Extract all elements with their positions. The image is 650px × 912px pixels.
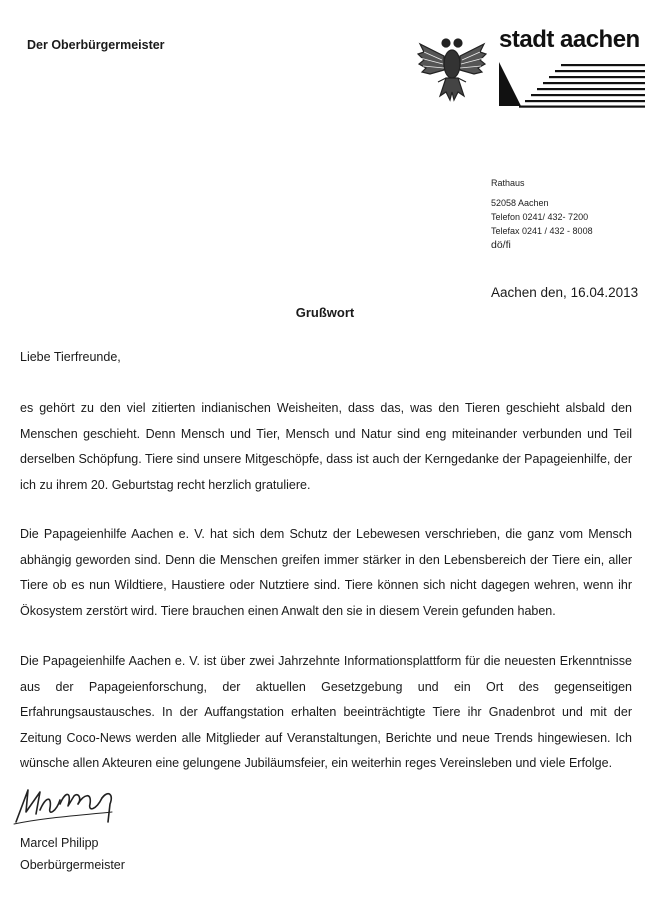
- address-postal: 52058 Aachen: [491, 198, 549, 208]
- address-building: Rathaus: [491, 178, 525, 188]
- signatory-role: Oberbürgermeister: [20, 858, 125, 872]
- handwritten-signature: [12, 782, 122, 828]
- city-logo-wordmark: stadt aachen: [499, 26, 640, 53]
- sender-heading: Der Oberbürgermeister: [27, 38, 165, 52]
- letter-greeting: Liebe Tierfreunde,: [20, 350, 121, 364]
- city-eagle-emblem-icon: [416, 34, 488, 104]
- body-paragraph: Die Papageienhilfe Aachen e. V. hat sich dem Schutz der Lebewesen verschrieben, die ganz vom Mensch abhängig geworden sind. Denn die Menschen greifen immer stärker in den Lebensbereich der Tiere ein, aller Tiere ob es nun Wildtiere, Haustiere oder Nutztiere sind. Tiere können sich nicht dagegen wehren, wenn ihr Ökosystem zerstört wird. Tiere brauchen einen Anwalt den sie in diesem Verein gefunden haben.: [20, 527, 632, 618]
- address-fax: Telefax 0241 / 432 - 8008: [491, 226, 593, 236]
- address-reference: dö/fi: [491, 239, 511, 251]
- address-phone: Telefon 0241/ 432- 7200: [491, 212, 589, 222]
- letter-date: Aachen den, 16.04.2013: [491, 285, 639, 300]
- signatory-name: Marcel Philipp: [20, 836, 99, 850]
- body-paragraph: Die Papageienhilfe Aachen e. V. ist über zwei Jahrzehnte Informationsplattform für die neuesten Erkenntnisse aus der Papageienforschung, der aktuellen Gesetzgebung und ein Ort des gegenseitigen Erfahrungsaustausches. In der Auffangstation erhalten beeinträchtigte Tiere ihr Gnadenbrot und mit der Zeitung Coco-News werden alle Mitglieder auf Veranstaltungen, Berichte und neue Trends hingewiesen. Ich wünsche allen Akteuren eine gelungene Jubiläumsfeier, ein weiterhin reges Vereinsleben und viele Erfolge.: [20, 654, 632, 770]
- body-paragraph: es gehört zu den viel zitierten indianischen Weisheiten, dass das, was den Tieren geschieht alsbald den Menschen geschieht. Denn Mensch und Tier, Mensch und Natur sind eng miteinander verbunden und Teil derselben Schöpfung. Tiere sind unsere Mitgeschöpfe, dass ist auch der Kerngedanke der Papageienhilfe, der ich zu ihrem 20. Geburtstag recht herzlich gratuliere.: [20, 401, 632, 492]
- city-logo-stairs-graphic: [499, 60, 645, 108]
- letter-title: Grußwort: [295, 305, 355, 320]
